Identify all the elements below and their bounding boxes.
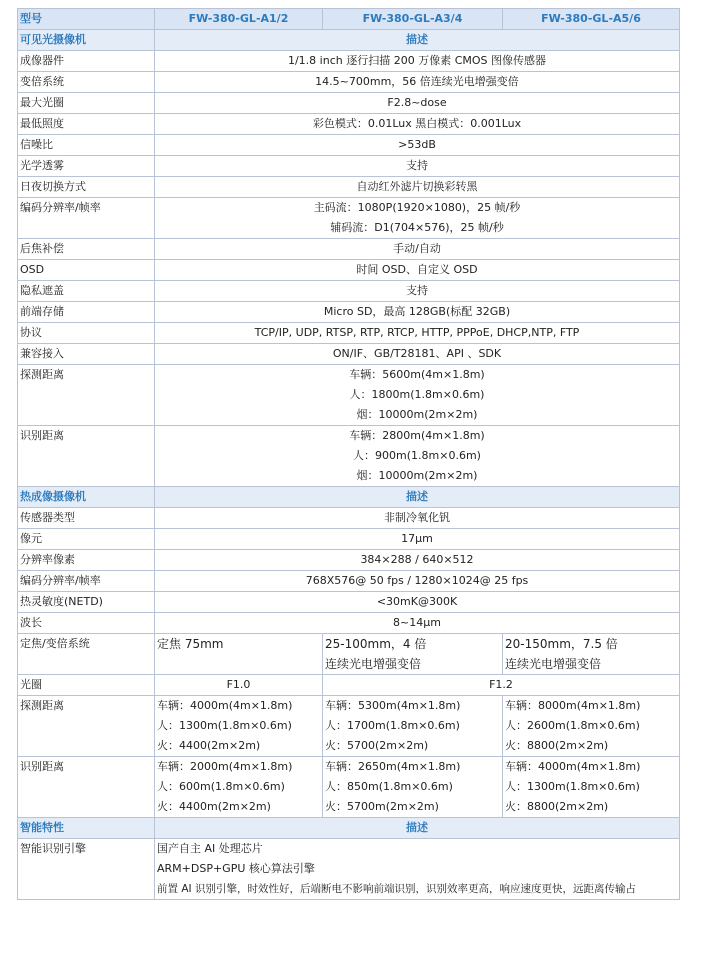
spec-label: 光圈 [18, 675, 155, 696]
spec-row [18, 550, 680, 571]
spec-label: 传感器类型 [18, 508, 155, 529]
recog-a [155, 757, 323, 818]
spec-value [155, 839, 680, 900]
spec-label: 探测距离 [18, 365, 155, 426]
line: 火：8800(2m×2m) [505, 800, 609, 813]
aperture-a: F1.0 [155, 675, 323, 696]
spec-row [18, 344, 680, 365]
spec-label: 隐私遮盖 [18, 281, 155, 302]
smart-line: 前置 AI 识别引擎，时效性好，后端断电不影响前端识别，识别效率更高，响应速度更快，远距离传输占 [157, 883, 636, 895]
detect-vehicle: 车辆：5600m(4m×1.8m) [349, 368, 485, 381]
spec-label: 信噪比 [18, 135, 155, 156]
spec-row [18, 302, 680, 323]
zoom-b-line2: 连续光电增强变倍 [325, 657, 422, 671]
spec-label: 分辨率像素 [18, 550, 155, 571]
spec-row [18, 281, 680, 302]
spec-value: F2.8~dose [155, 93, 680, 114]
line: 车辆：4000m(4m×1.8m) [505, 760, 641, 773]
model-label: 型号 [18, 9, 155, 30]
spec-value: ON/IF、GB/T28181、API 、SDK [155, 344, 680, 365]
spec-label: 日夜切换方式 [18, 177, 155, 198]
line: 人：1700m(1.8m×0.6m) [325, 719, 460, 732]
section-title: 智能特性 [18, 818, 155, 839]
spec-value [155, 426, 680, 487]
spec-row [18, 260, 680, 281]
spec-label: 定焦/变倍系统 [18, 634, 155, 675]
spec-value: 自动红外滤片切换彩转黑 [155, 177, 680, 198]
line: 车辆：4000m(4m×1.8m) [157, 699, 293, 712]
spec-row [18, 529, 680, 550]
section-smart [18, 818, 680, 839]
spec-row [18, 156, 680, 177]
line: 人：600m(1.8m×0.6m) [157, 780, 285, 793]
spec-value: 时间 OSD、自定义 OSD [155, 260, 680, 281]
spec-row [18, 114, 680, 135]
spec-value: 17μm [155, 529, 680, 550]
model-a: FW-380-GL-A1/2 [155, 9, 323, 30]
spec-row [18, 198, 680, 239]
spec-table [17, 8, 680, 900]
line: 火：5700m(2m×2m) [325, 800, 439, 813]
line: 火：4400(2m×2m) [157, 739, 261, 752]
spec-row [18, 239, 680, 260]
recog-b [323, 757, 503, 818]
spec-label: 变倍系统 [18, 72, 155, 93]
spec-row [18, 508, 680, 529]
spec-row [18, 72, 680, 93]
line: 火：5700(2m×2m) [325, 739, 429, 752]
line: 人：2600m(1.8m×0.6m) [505, 719, 640, 732]
detect-b [323, 696, 503, 757]
recog-person: 人：900m(1.8m×0.6m) [353, 449, 481, 462]
spec-label: OSD [18, 260, 155, 281]
zoom-c [503, 634, 680, 675]
line: 人：1300m(1.8m×0.6m) [505, 780, 640, 793]
spec-value [155, 365, 680, 426]
zoom-b-line1: 25-100mm，4 倍 [325, 637, 427, 651]
spec-row [18, 592, 680, 613]
line: 车辆：2650m(4m×1.8m) [325, 760, 461, 773]
zoom-c-line1: 20-150mm，7.5 倍 [505, 637, 618, 651]
spec-label: 像元 [18, 529, 155, 550]
model-b: FW-380-GL-A3/4 [323, 9, 503, 30]
spec-label: 后焦补偿 [18, 239, 155, 260]
line: 人：850m(1.8m×0.6m) [325, 780, 453, 793]
zoom-a: 定焦 75mm [155, 634, 323, 675]
spec-label: 成像器件 [18, 51, 155, 72]
section-visible [18, 30, 680, 51]
spec-row [18, 135, 680, 156]
spec-label: 协议 [18, 323, 155, 344]
spec-value: Micro SD，最高 128GB(标配 32GB) [155, 302, 680, 323]
detect-a [155, 696, 323, 757]
spec-label: 识别距离 [18, 757, 155, 818]
spec-label: 最大光圈 [18, 93, 155, 114]
spec-value: 手动/自动 [155, 239, 680, 260]
spec-value: 768X576@ 50 fps / 1280×1024@ 25 fps [155, 571, 680, 592]
spec-label: 探测距离 [18, 696, 155, 757]
sub-stream: 辅码流：D1(704×576)，25 帧/秒 [330, 221, 504, 234]
zoom-b [323, 634, 503, 675]
smart-line: ARM+DSP+GPU 核心算法引擎 [157, 862, 315, 875]
section-thermal [18, 487, 680, 508]
spec-value: <30mK@300K [155, 592, 680, 613]
spec-label: 热灵敏度(NETD) [18, 592, 155, 613]
spec-row [18, 426, 680, 487]
spec-label: 光学透雾 [18, 156, 155, 177]
main-stream: 主码流：1080P(1920×1080)，25 帧/秒 [313, 201, 521, 214]
spec-label: 编码分辨率/帧率 [18, 198, 155, 239]
spec-value: >53dB [155, 135, 680, 156]
aperture-bc: F1.2 [323, 675, 680, 696]
section-desc: 描述 [155, 818, 680, 839]
spec-row [18, 675, 680, 696]
spec-row [18, 757, 680, 818]
section-title: 可见光摄像机 [18, 30, 155, 51]
detect-c [503, 696, 680, 757]
spec-value: 支持 [155, 281, 680, 302]
line: 火：8800(2m×2m) [505, 739, 609, 752]
model-c: FW-380-GL-A5/6 [503, 9, 680, 30]
section-desc: 描述 [155, 487, 680, 508]
spec-value: 彩色模式：0.01Lux 黑白模式：0.001Lux [155, 114, 680, 135]
spec-label: 前端存储 [18, 302, 155, 323]
spec-row [18, 365, 680, 426]
spec-value: 支持 [155, 156, 680, 177]
header-row [18, 9, 680, 30]
spec-label: 波长 [18, 613, 155, 634]
spec-label: 识别距离 [18, 426, 155, 487]
line: 车辆：5300m(4m×1.8m) [325, 699, 461, 712]
spec-row [18, 177, 680, 198]
spec-value: 1/1.8 inch 逐行扫描 200 万像素 CMOS 图像传感器 [155, 51, 680, 72]
spec-label: 最低照度 [18, 114, 155, 135]
spec-value: 非制冷氧化钒 [155, 508, 680, 529]
spec-label: 兼容接入 [18, 344, 155, 365]
detect-person: 人：1800m(1.8m×0.6m) [349, 388, 485, 401]
section-desc: 描述 [155, 30, 680, 51]
detect-smoke: 烟：10000m(2m×2m) [356, 408, 478, 421]
spec-label: 编码分辨率/帧率 [18, 571, 155, 592]
recog-vehicle: 车辆：2800m(4m×1.8m) [349, 429, 485, 442]
spec-row [18, 634, 680, 675]
spec-row [18, 323, 680, 344]
recog-c [503, 757, 680, 818]
spec-row [18, 571, 680, 592]
spec-row [18, 613, 680, 634]
line: 火：4400m(2m×2m) [157, 800, 271, 813]
spec-value: 384×288 / 640×512 [155, 550, 680, 571]
section-title: 热成像摄像机 [18, 487, 155, 508]
line: 人：1300m(1.8m×0.6m) [157, 719, 292, 732]
spec-value: 8~14μm [155, 613, 680, 634]
smart-line: 国产自主 AI 处理芯片 [157, 842, 263, 855]
spec-value: TCP/IP, UDP, RTSP, RTP, RTCP, HTTP, PPPoE, DHCP,NTP, FTP [155, 323, 680, 344]
recog-smoke: 烟：10000m(2m×2m) [356, 469, 478, 482]
spec-value [155, 198, 680, 239]
line: 车辆：8000m(4m×1.8m) [505, 699, 641, 712]
spec-label: 智能识别引擎 [18, 839, 155, 900]
spec-value: 14.5~700mm，56 倍连续光电增强变倍 [155, 72, 680, 93]
line: 车辆：2000m(4m×1.8m) [157, 760, 293, 773]
zoom-c-line2: 连续光电增强变倍 [505, 657, 602, 671]
spec-row [18, 93, 680, 114]
spec-row [18, 51, 680, 72]
spec-row [18, 839, 680, 900]
spec-row [18, 696, 680, 757]
